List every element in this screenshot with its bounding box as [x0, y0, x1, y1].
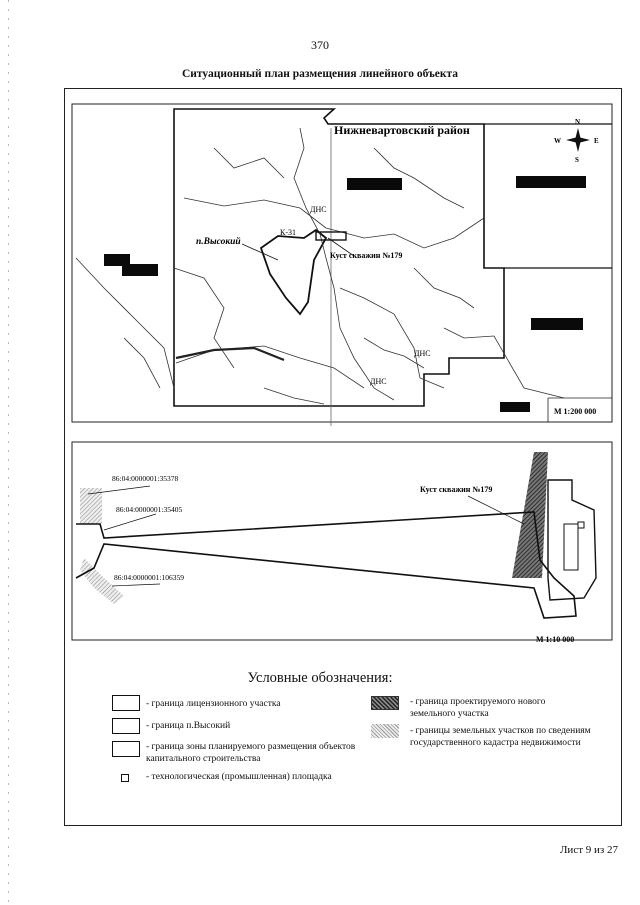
pad-structure — [564, 524, 578, 570]
pad-label: Куст скважин №179 — [420, 485, 493, 494]
legend-item-label: - граница п.Высокий — [146, 721, 231, 731]
parcel-label: 86:04:0000001:106359 — [114, 573, 185, 582]
legend-item-label: - граница проектируемого нового земельного участка — [410, 697, 546, 719]
overview-map — [64, 88, 622, 428]
dns-label: ДНС — [414, 349, 431, 358]
scale-label: М 1:10 000 — [536, 635, 575, 644]
legend-item-label: - граница зоны планируемого размещения объектов капитального строительства — [146, 742, 356, 764]
svg-text:S: S — [575, 156, 579, 164]
planned-zone-boundary — [76, 512, 576, 618]
planned-zone-swatch — [112, 741, 140, 757]
road-label: К-31 — [280, 228, 296, 237]
page-title: Ситуационный план размещения линейного объекта — [181, 68, 459, 80]
svg-text:E: E — [594, 137, 599, 145]
redaction-block — [516, 176, 586, 188]
license-boundary-swatch — [112, 695, 140, 711]
village-boundary — [261, 230, 326, 314]
scan-edge-dots — [8, 0, 9, 905]
redaction-block — [347, 178, 402, 190]
new-parcel — [512, 452, 548, 578]
pad-label: Куст скважин №179 — [330, 251, 403, 260]
village-label: п.Высокий — [196, 237, 241, 247]
sheet-number: Лист 9 из 27 — [559, 844, 618, 856]
main-pipeline — [176, 348, 284, 360]
industrial-site-swatch — [121, 774, 129, 782]
parcel-label: 86:04:0000001:35405 — [116, 505, 183, 514]
compass-rose-icon — [554, 118, 599, 164]
redaction-block — [500, 402, 530, 412]
dns-label: ДНС — [370, 377, 387, 386]
legend-item-label: - границы земельных участков по сведениям государственного кадастра недвижимости — [410, 726, 591, 748]
page-number: 370 — [311, 38, 329, 52]
dns-label: ДНС — [310, 205, 327, 214]
district-label: Нижневартовский район — [334, 123, 470, 137]
pad-site-outline — [548, 480, 596, 600]
svg-text:N: N — [575, 118, 581, 126]
redaction-block — [531, 318, 583, 330]
parcel-label: 86:04:0000001:35378 — [112, 474, 179, 483]
village-boundary-swatch — [112, 718, 140, 734]
legend-title: Условные обозначения: — [247, 670, 393, 686]
scale-label: М 1:200 000 — [554, 407, 597, 416]
redaction-block — [122, 264, 158, 276]
detail-map — [64, 428, 622, 658]
cadastral-parcel-swatch — [371, 724, 399, 738]
legend-item-label: - граница лицензионного участка — [146, 699, 281, 709]
village-leader — [242, 244, 278, 260]
legend-item-label: - технологическая (промышленная) площадка — [146, 772, 332, 782]
svg-text:W: W — [554, 137, 561, 145]
new-parcel-swatch — [371, 696, 399, 710]
